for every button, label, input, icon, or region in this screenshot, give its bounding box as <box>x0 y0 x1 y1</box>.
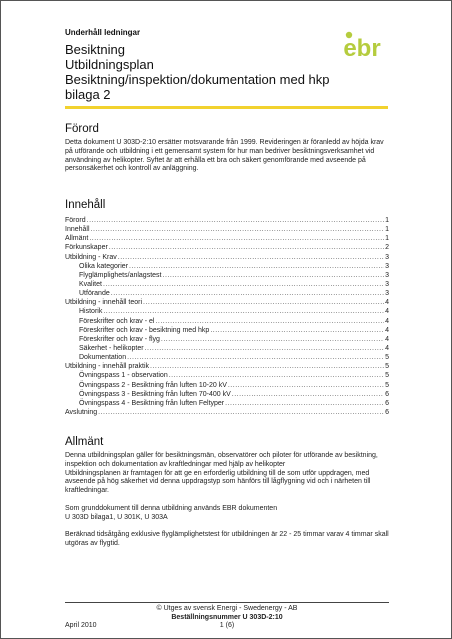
toc-entry[interactable] <box>65 298 389 307</box>
title-line: Besiktning/inspektion/dokumentation med hkp <box>65 72 330 87</box>
toc-entry-page: 4 <box>385 335 389 343</box>
footer-page-number: 1 (6) <box>219 622 235 629</box>
toc-leader-dots <box>145 344 385 353</box>
toc-leader-dots <box>150 362 384 371</box>
allmant-paragraph: Beräknad tidsåtgång exklusive flyglämplighetstest för utbildningen är 22 - 25 timmar varav 4 timmar skall utgöras av flygtid. <box>65 531 389 547</box>
section-label: Underhåll ledningar <box>65 28 141 37</box>
toc-leader-dots <box>169 371 384 380</box>
toc-entry-page: 3 <box>385 262 389 270</box>
toc-entry-page: 6 <box>385 390 389 398</box>
toc-entry-page: 3 <box>385 253 389 261</box>
toc-entry[interactable] <box>65 262 389 271</box>
toc-leader-dots <box>210 326 384 335</box>
toc-entry-page: 5 <box>385 372 389 380</box>
toc-entry[interactable] <box>65 408 389 417</box>
toc-entry-page: 6 <box>385 408 389 416</box>
allmant-paragraph: Utbildningsplanen är framtagen för att ge en erforderlig utbildning till de som utför uppdragen, med avseende på hög säkerhet vid denna uppdragstyp som hänförs till lågflygning vid och i närheten till kraftledningar. <box>65 469 371 495</box>
toc-entry-title: Avslutning <box>65 408 98 416</box>
forord-paragraph: Detta dokument U 303D-2:10 ersätter motsvarande från 1999. Revideringen är föranledd av höjda krav på utförande och utbildning i ett gemensamt system för hur man bedriver besiktningsverksamhet vid användning av helikopter. Syftet är att erhålla ett bra och säkert genomförande med avseende på personsäkerhet och kontroll av anläggning. <box>65 139 384 173</box>
toc-leader-dots <box>163 271 385 280</box>
toc-leader-dots <box>232 390 384 399</box>
toc-entry[interactable] <box>65 390 389 399</box>
toc-entry[interactable] <box>65 271 389 280</box>
toc-entry-page: 4 <box>385 326 389 334</box>
toc-entry[interactable] <box>65 317 389 326</box>
allmant-paragraph: U 303D bilaga1, U 301K, U 303A <box>65 513 168 521</box>
allmant-heading: Allmänt <box>65 436 104 448</box>
table-of-contents <box>65 216 389 417</box>
toc-entry-page: 4 <box>385 308 389 316</box>
toc-entry-title: Dokumentation <box>79 354 127 362</box>
toc-entry-title: Innehåll <box>65 226 90 234</box>
toc-entry-page: 5 <box>385 363 389 371</box>
toc-entry-title: Föreskrifter och krav - besiktning med hkp <box>79 326 210 334</box>
title-line: bilaga 2 <box>65 87 111 102</box>
toc-leader-dots <box>225 399 384 408</box>
toc-entry-title: Föreskrifter och krav - el <box>79 317 155 325</box>
allmant-paragraph: Som grunddokument till denna utbildning används EBR dokumenten <box>65 504 278 512</box>
toc-entry[interactable] <box>65 399 389 408</box>
toc-leader-dots <box>109 243 384 252</box>
toc-entry-title: Utbildning - innehåll teori <box>65 299 143 307</box>
toc-entry-title: Utbildning - innehåll praktik <box>65 363 150 371</box>
footer-copyright: © Utges av svensk Energi - Swedenergy - AB <box>156 605 298 612</box>
toc-entry-title: Säkerhet - helikopter <box>79 344 144 352</box>
toc-leader-dots <box>89 234 384 243</box>
footer-order-number: Beställningsnummer U 303D-2:10 <box>171 613 283 621</box>
title-line: Besiktning <box>65 42 125 57</box>
toc-leader-dots <box>103 307 384 316</box>
toc-leader-dots <box>143 298 384 307</box>
toc-entry[interactable] <box>65 280 389 289</box>
toc-leader-dots <box>98 408 384 417</box>
toc-leader-dots <box>161 335 384 344</box>
allmant-paragraph: Denna utbildningsplan gäller för besiktningsmän, observatörer och piloter för utförande av besiktning, inspektion och dokumentation av kraftledningar med hjälp av helikopter <box>65 452 378 468</box>
toc-entry[interactable] <box>65 353 389 362</box>
document-title <box>65 42 330 102</box>
toc-entry[interactable] <box>65 289 389 298</box>
toc-entry-title: Allmänt <box>65 235 89 243</box>
toc-entry[interactable] <box>65 335 389 344</box>
toc-entry-title: Olika kategorier <box>79 262 129 270</box>
toc-entry-page: 1 <box>385 226 389 234</box>
toc-leader-dots <box>118 253 384 262</box>
forord-text <box>65 139 391 174</box>
footer-rule <box>65 602 389 603</box>
toc-entry[interactable] <box>65 234 389 243</box>
allmant-text <box>65 452 391 549</box>
toc-entry-page: 3 <box>385 271 389 279</box>
toc-entry[interactable] <box>65 362 389 371</box>
toc-entry-title: Föreskrifter och krav - flyg <box>79 335 160 343</box>
toc-leader-dots <box>155 317 384 326</box>
innehall-heading: Innehåll <box>65 199 106 211</box>
forord-heading: Förord <box>65 123 99 135</box>
toc-entry-page: 3 <box>385 280 389 288</box>
toc-leader-dots <box>91 225 385 234</box>
toc-entry-title: Förkunskaper <box>65 244 108 252</box>
toc-entry[interactable] <box>65 371 389 380</box>
toc-entry-title: Utbildning - Krav <box>65 253 117 261</box>
footer-date: April 2010 <box>65 622 97 629</box>
toc-entry[interactable] <box>65 381 389 390</box>
toc-entry-page: 4 <box>385 344 389 352</box>
toc-entry-page: 2 <box>385 244 389 252</box>
toc-leader-dots <box>111 289 384 298</box>
toc-leader-dots <box>129 262 384 271</box>
toc-entry[interactable] <box>65 216 389 225</box>
toc-entry-page: 4 <box>385 317 389 325</box>
toc-entry-title: Flyglämplighets/anlagstest <box>79 271 162 279</box>
toc-entry-page: 4 <box>385 299 389 307</box>
toc-entry-title: Övningspass 1 - observation <box>79 372 168 380</box>
title-line: Utbildningsplan <box>65 57 154 72</box>
toc-entry-page: 5 <box>385 354 389 362</box>
toc-leader-dots <box>228 381 384 390</box>
toc-entry[interactable] <box>65 344 389 353</box>
ebr-logo <box>334 23 390 63</box>
toc-entry[interactable] <box>65 243 389 252</box>
logo-text: ebr <box>343 35 381 62</box>
toc-entry-page: 1 <box>385 217 389 224</box>
toc-leader-dots <box>103 280 384 289</box>
toc-entry-title: Övningspass 3 - Besiktning från luften 70-400 kV <box>79 390 231 398</box>
toc-leader-dots <box>87 216 384 225</box>
toc-entry[interactable] <box>65 253 389 262</box>
toc-entry[interactable] <box>65 225 389 234</box>
toc-entry-page: 3 <box>385 290 389 298</box>
toc-entry-title: Övningspass 4 - Besiktning från luften Feltyper <box>79 399 225 407</box>
title-rule <box>65 106 388 109</box>
toc-entry-title: Utförande <box>79 290 110 298</box>
toc-entry-title: Historik <box>79 308 103 316</box>
toc-entry-page: 6 <box>385 399 389 407</box>
toc-entry-title: Övningspass 2 - Besiktning från luften 10-20 kV <box>79 381 227 389</box>
toc-entry[interactable] <box>65 307 389 316</box>
toc-entry-title: Kvalitet <box>79 280 102 288</box>
toc-leader-dots <box>127 353 384 362</box>
toc-entry-page: 1 <box>385 235 389 243</box>
toc-entry-title: Förord <box>65 217 86 224</box>
toc-entry[interactable] <box>65 326 389 335</box>
toc-entry-page: 5 <box>385 381 389 389</box>
footer <box>65 605 389 631</box>
